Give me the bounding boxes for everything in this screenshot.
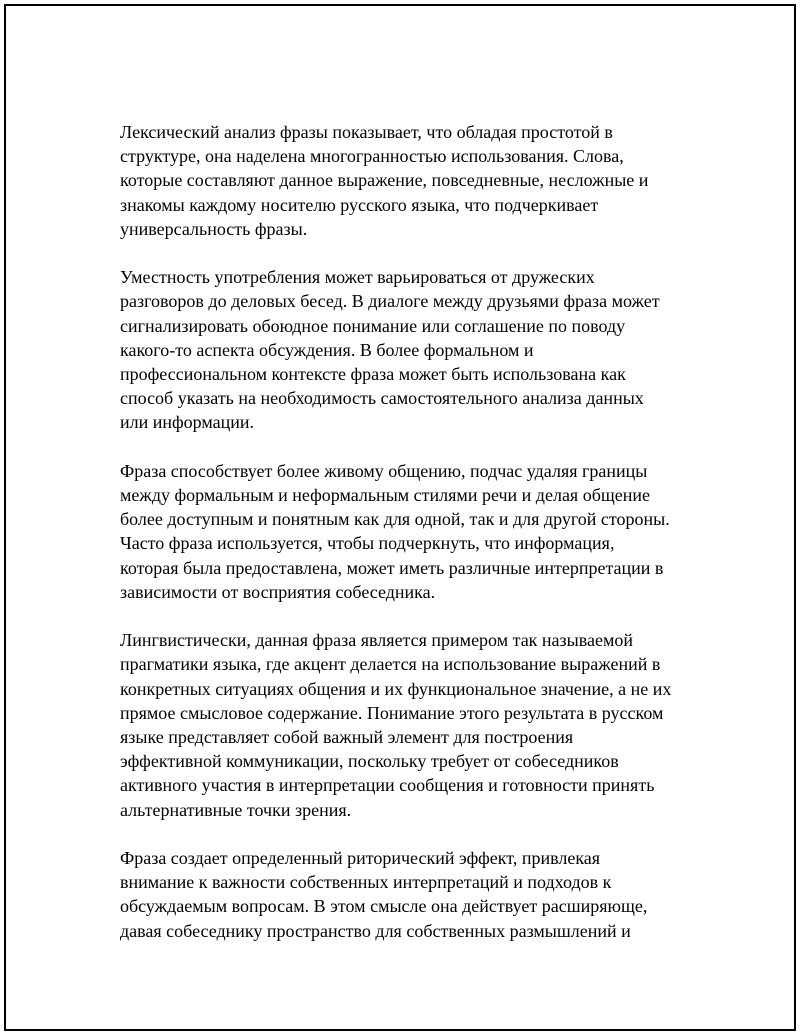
paragraph-4: Лингвистически, данная фраза является примером так называемой прагматики языка, где акцент делается на использование выражений в конкретных ситуациях общения и их функциональное значение, а не их прямое смысловое содержание. Понимание этого результата в русском языке представляет собой важный элемент для построения эффективной коммуникации, поскольку требует от собеседников активного участия в интерпретации сообщения и готовности принять альтернативные точки зрения. bbox=[120, 630, 672, 820]
page-frame bbox=[4, 4, 796, 1031]
paragraph-3: Фраза способствует более живому общению, подчас удаляя границы между формальным и неформальным стилями речи и делая общение более доступным и понятным как для одной, так и для другой стороны. Часто фраза используется, чтобы подчеркнуть, что информация, которая была предоставлена, может иметь различные интерпретации в зависимости от восприятия собеседника. bbox=[120, 460, 670, 602]
paragraph-2: Уместность употребления может варьироваться от дружеских разговоров до деловых бесед. В диалоге между друзьями фраза может сигнализировать обоюдное понимание или соглашение по поводу какого-то аспекта обсуждения. В более формальном и профессиональном контексте фраза может быть использована как способ указать на необходимость самостоятельного анализа данных или информации. bbox=[120, 267, 660, 433]
paragraph-1: Лексический анализ фразы показывает, что обладая простотой в структуре, она наделена многогранностью использования. Слова, которые составляют данное выражение, повседневные, несложные и знакомы каждому носителю русского языка, что подчеркивает универсальность фразы. bbox=[120, 122, 649, 239]
document-body bbox=[120, 120, 700, 967]
paragraph-5: Фраза создает определенный риторический эффект, привлекая внимание к важности собственных интерпретаций и подходов к обсуждаемым вопросам. В этом смысле она действует расширяюще, давая собеседнику пространство для собственных размышлений и bbox=[120, 848, 648, 941]
